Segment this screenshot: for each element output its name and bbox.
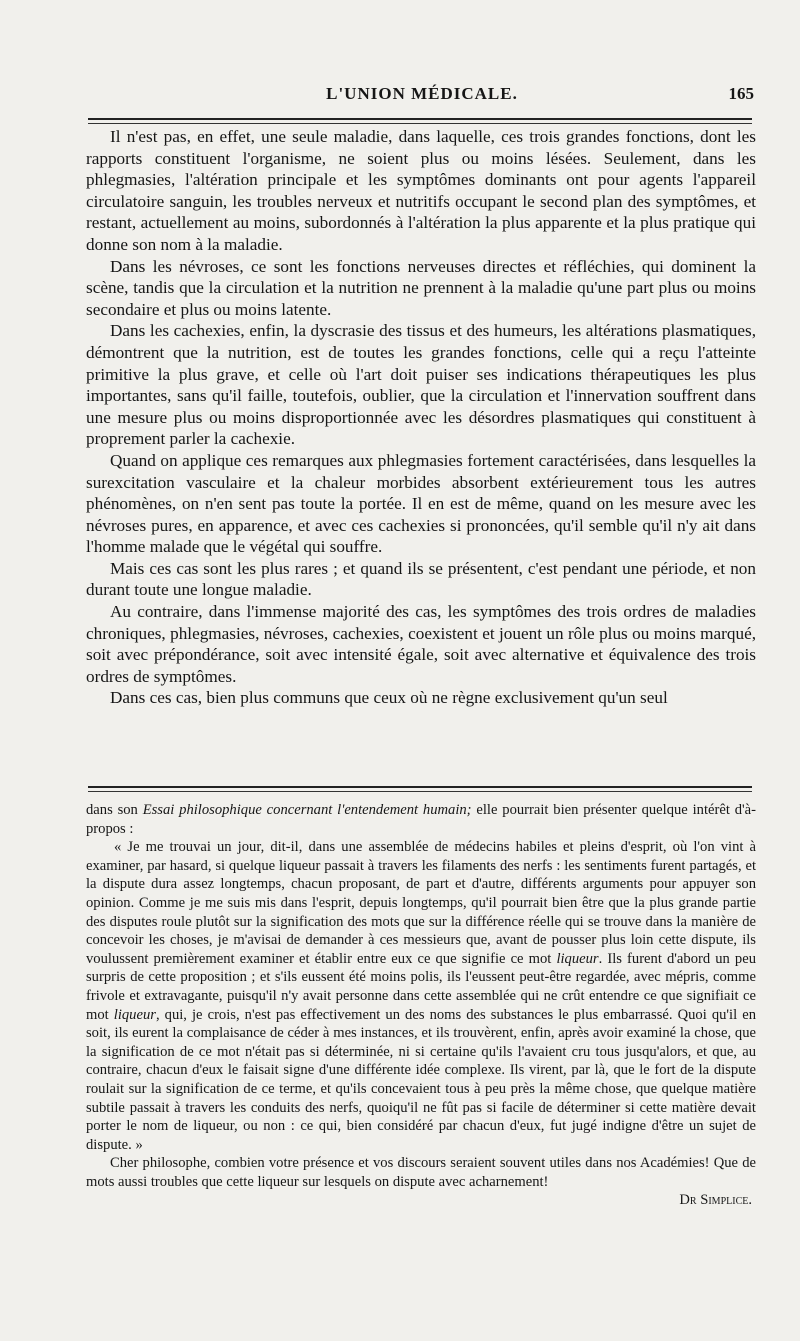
- paragraph: Dans ces cas, bien plus communs que ceux où ne règne exclusivement qu'un seul: [110, 688, 668, 708]
- feuilleton-rule: [88, 786, 752, 788]
- quote-text: . Ils furent d'abord un peu surpris de cette proposition ; et s'ils eussent été moins polis, ils l'eussent peut-être regardée, avec mépris, comme frivole et extravagante, puisqu'il n'y avait personne dans cette assemblée qui ne crût entendre ce que signifiait ce mot: [86, 950, 757, 1023]
- signature-line: [86, 1191, 756, 1210]
- closing-text: Cher philosophe, combien votre présence et vos discours seraient souvent utiles dans nos Académies! Que de mots aussi troubles que cette liqueur sur lesquels on dispute avec acharnement!: [86, 1155, 756, 1190]
- header-rule: [88, 118, 752, 120]
- footnote-intro: [86, 801, 756, 838]
- intro-text: elle pourrait bien présenter quelque intérêt d'à-propos :: [86, 802, 756, 837]
- quotation: [86, 838, 756, 1154]
- closing-paragraph: [86, 1154, 756, 1191]
- book-title: Essai philosophique concernant l'entendement humain;: [142, 802, 472, 818]
- paragraph: Il n'est pas, en effet, une seule maladie, dans laquelle, ces trois grandes fonctions, dont les rapports constituent l'organisme, ne soient plus ou moins lésées. Seulement, dans les phlegmasies, l'altération principale et les symptômes dominants ont pour agents l'appareil circulatoire sanguin, les troubles nerveux et nutritifs occupant le second plan des symptômes, et restant, actuellement au moins, subordonnés à l'altération la plus apparente et la plus pratique qui donne son nom à la maladie.: [86, 127, 756, 254]
- paragraph: Au contraire, dans l'immense majorité des cas, les symptômes des trois ordres de maladies chroniques, phlegmasies, névroses, cachexies, coexistent et jouent un rôle plus ou moins marqué, soit avec prépondérance, soit avec intensité égale, soit avec alternative et équivalence des trois ordres de symptômes.: [86, 602, 756, 686]
- running-title: L'UNION MÉDICALE.: [326, 84, 518, 103]
- feuilleton-text: [86, 801, 756, 1210]
- quote-text: , qui, je crois, n'est pas effectivement un des noms des substances le plus embarrassé. Quoi qu'il en soit, ils eurent la complaisance de céder à mes instances, et ils trouvèrent, enfin, après avoir examiné la chose, que la signification de ce mot n'était pas si déterminée, ni si certaine qu'ils l'avaient cru tous jusqu'alors, et que, au contraire, chacun d'eux le faisait signe d'une différente idée complexe. Ils virent, par là, que le fort de la dispute roulait sur la signification de ce terme, et qu'ils concevaient tous à peu près la même chose, que quelque matière subtile passait à travers les conduits des nerfs, quoiqu'il ne fût pas si facile de déterminer si cette matière devait porter le nom de liqueur, ou non : ce qui, bien considéré par chacun d'eux, fut jugé indigne d'être un sujet de dispute. »: [86, 1006, 756, 1153]
- paragraph: Dans les cachexies, enfin, la dyscrasie des tissus et des humeurs, les altérations plasmatiques, démontrent que la nutrition, est de toutes les grandes fonctions, celle qui a reçu l'atteinte primitive la plus grave, et celle où l'art doit puiser ses indications thérapeutiques les plus importantes, sans qu'il faille, toutefois, oublier, que la circulation et l'innervation souffrent dans une mesure plus ou moins disproportionnée avec les désordres plasmatiques qui constituent à proprement parler la cachexie.: [86, 321, 756, 449]
- quote-text: « Je me trouvai un jour, dit-il, dans une assemblée de médecins habiles et pleins d'esprit, où l'on vint à examiner, par hasard, si quelque liqueur passait à travers les filaments des nerfs : les sentiments furent partagés, et la dispute dura assez longtemps, chacun proposant, de part et d'autre, différents arguments pour appuyer son opinion. Comme je me suis mis dans l'esprit, depuis longtemps, qu'il pourrait bien être que la plus grande partie des disputes roule plutôt sur la signification des mots que sur la différence réelle qui se trouve dans la manière de concevoir les choses, je m'avisai de demander à ces messieurs que, avant de pousser plus loin cette dispute, ils voulussent premièrement examiner et établir entre eux ce que signifie ce mot: [86, 839, 756, 967]
- main-text: [86, 126, 756, 709]
- intro-text: dans son: [86, 802, 143, 818]
- quote-term: liqueur: [113, 1006, 156, 1023]
- paragraph: Dans les névroses, ce sont les fonctions nerveuses directes et réfléchies, qui dominent la scène, tandis que la circulation et la nutrition ne prennent à la maladie qu'une part plus ou moins secondaire et plus ou moins latente.: [86, 256, 756, 319]
- page-header: [88, 84, 756, 116]
- feuilleton-rule-thin: [88, 791, 752, 792]
- header-rule-thin: [88, 123, 752, 124]
- paragraph: Mais ces cas sont les plus rares ; et quand ils se présentent, c'est pendant une période, et non durant toute une longue maladie.: [86, 558, 756, 600]
- page-number: 165: [728, 84, 754, 103]
- paragraph: Quand on applique ces remarques aux phlegmasies fortement caractérisées, dans lesquelles la surexcitation vasculaire et la chaleur morbides absorbent extérieurement tous les autres phénomènes, on n'en sent pas toute la portée. Il en est de même, quand on les mesure avec les névroses pures, en apparence, et avec ces cachexies si prononcées, qu'il semble qu'il n'y ait dans l'homme malade que le végétal qui souffre.: [86, 450, 756, 557]
- quote-term: liqueur: [556, 950, 599, 967]
- author-signature: Dr Simplice.: [679, 1192, 752, 1209]
